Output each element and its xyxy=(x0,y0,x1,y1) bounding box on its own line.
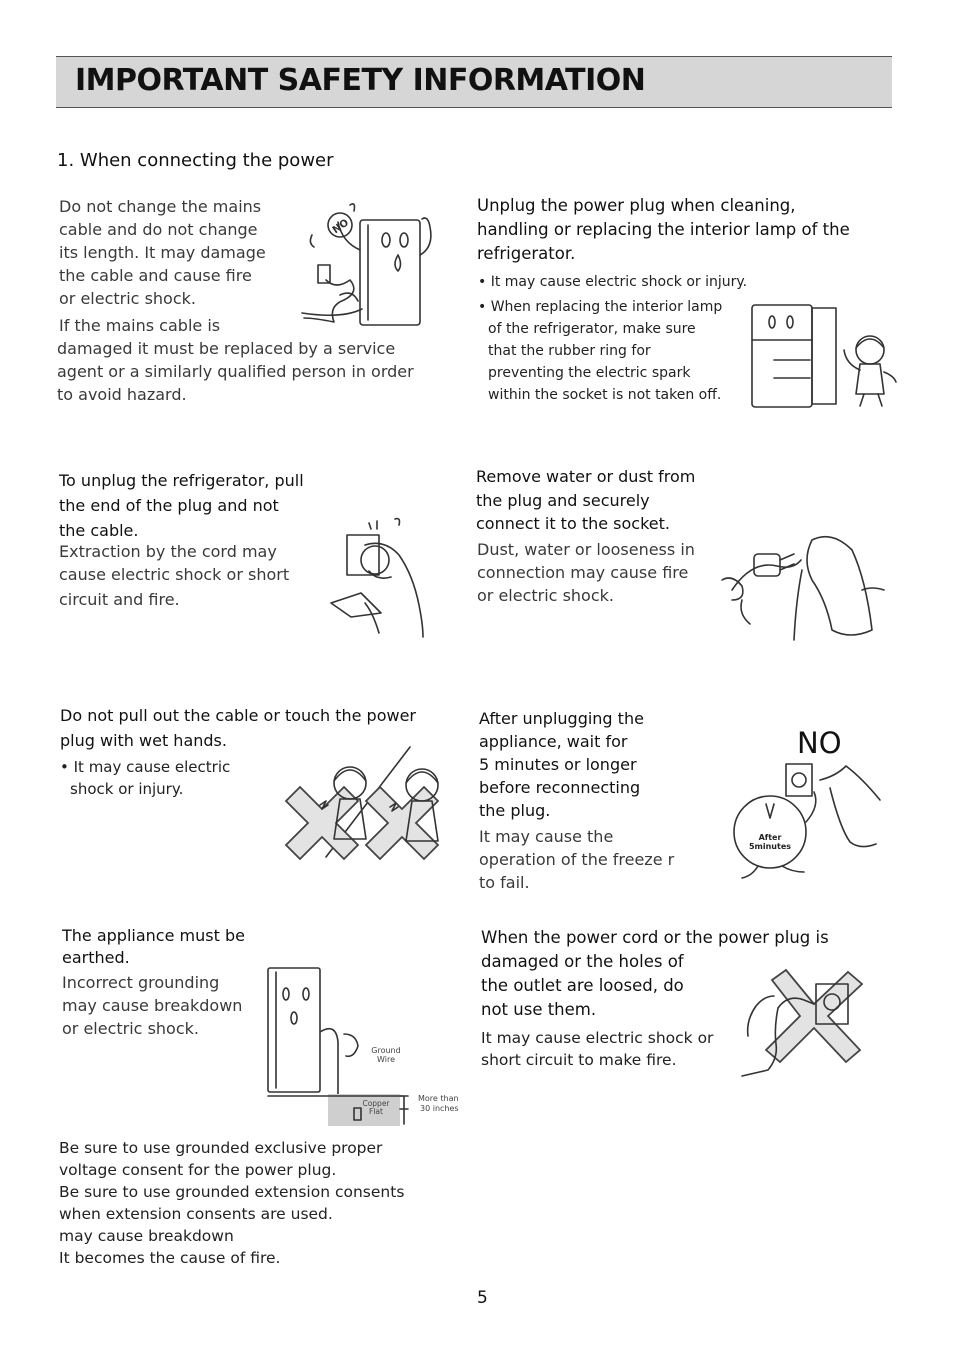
svg-text:30 inches: 30 inches xyxy=(420,1104,459,1113)
svg-text:Copper: Copper xyxy=(362,1099,390,1108)
grounding-illustration xyxy=(262,962,462,1132)
svg-text:After: After xyxy=(758,833,782,842)
svg-text:Wire: Wire xyxy=(377,1055,395,1064)
grounded-consent-text: Be sure to use grounded exclusive proper voltage consent for the power plug. Be sure to use grounded extension consents when extension consents are used. may cause breakdown It becomes the cause of fire. xyxy=(59,1139,405,1267)
page-number: 5 xyxy=(477,1288,488,1308)
page-title: IMPORTANT SAFETY INFORMATION xyxy=(75,63,646,98)
pull-plug-body: Extraction by the cord may cause electric shock or short circuit and fire. xyxy=(59,542,290,609)
damaged-outlet-illustration xyxy=(738,966,868,1081)
wait-heading: After unplugging the appliance, wait for 5 minutes or longer before reconnecting the plug. xyxy=(479,709,644,820)
fridge-girl-illustration xyxy=(748,300,898,412)
fridge-no-illustration xyxy=(300,195,450,330)
damaged-cord-heading: When the power cord or the power plug is damaged or the holes of the outlet are loosed, do not use them. xyxy=(481,928,829,1019)
unplug-cleaning-heading: Unplug the power plug when cleaning, handling or replacing the interior lamp of the refrigerator. xyxy=(477,196,850,263)
svg-text:Ground: Ground xyxy=(371,1046,401,1055)
water-dust-body: Dust, water or looseness in connection may cause fire or electric shock. xyxy=(477,540,695,605)
hand-plug-illustration xyxy=(325,515,435,640)
no-label: NO xyxy=(797,726,842,760)
mains-cable-text: Do not change the mains cable and do not change its length. It may damage the cable and cause fire or electric shock. xyxy=(59,197,266,308)
clock-plug-illustration xyxy=(730,758,890,883)
pull-plug-heading: To unplug the refrigerator, pull the end of the plug and not the cable. xyxy=(59,471,304,540)
wait-body: It may cause the operation of the freeze r to fail. xyxy=(479,827,675,892)
svg-text:5minutes: 5minutes xyxy=(748,842,792,851)
svg-text:Flat: Flat xyxy=(369,1107,383,1116)
wet-hands-illustration xyxy=(280,745,460,860)
unplug-cleaning-bullet-2: • When replacing the interior lamp of the refrigerator, make sure that the rubber ring for preventing the electric spark within the socket is not taken off. xyxy=(478,299,723,403)
wet-hands-bullet: • It may cause electric shock or injury. xyxy=(60,758,231,798)
header-bar xyxy=(56,56,892,108)
damaged-cord-body: It may cause electric shock or short circuit to make fire. xyxy=(481,1029,714,1069)
mains-cable-text-2: If the mains cable is damaged it must be replaced by a service agent or a similarly qualified person in order to avoid hazard. xyxy=(57,316,414,404)
water-dust-heading: Remove water or dust from the plug and securely connect it to the socket. xyxy=(476,467,696,533)
wet-hands-heading: Do not pull out the cable or touch the power plug with wet hands. xyxy=(60,706,416,750)
earthed-body: Incorrect grounding may cause breakdown or electric shock. xyxy=(62,973,243,1038)
section-title: 1. When connecting the power xyxy=(57,150,334,171)
svg-text:NO: NO xyxy=(330,217,351,237)
svg-text:More than: More than xyxy=(418,1094,459,1103)
unplug-cleaning-bullet-1: • It may cause electric shock or injury. xyxy=(478,274,748,290)
earthed-heading: The appliance must be earthed. xyxy=(62,926,245,967)
plug-cloth-illustration xyxy=(712,530,892,645)
